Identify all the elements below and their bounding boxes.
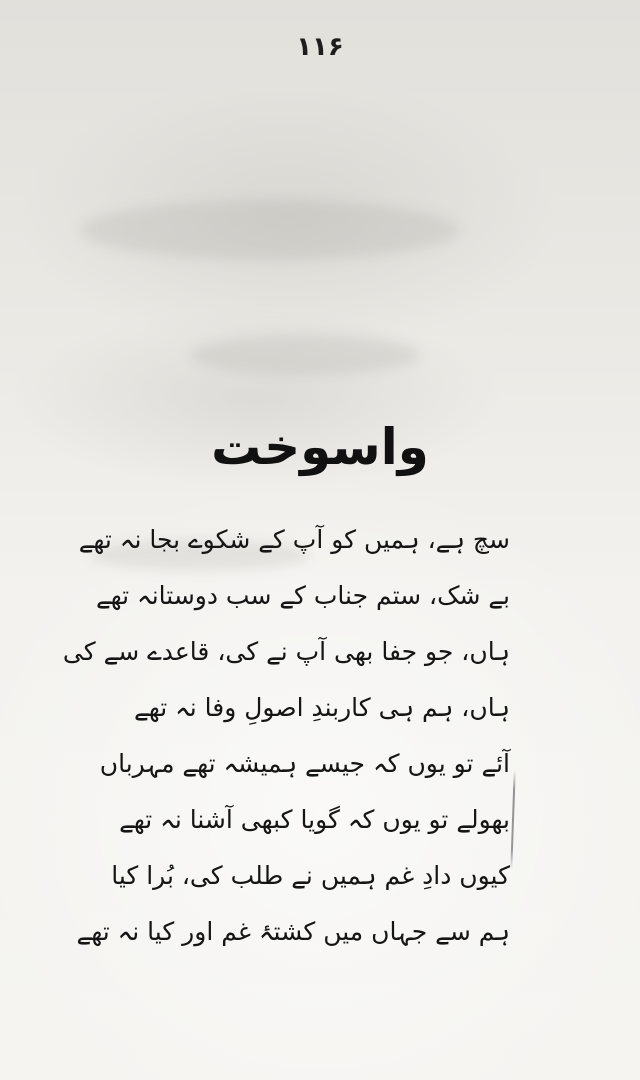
verse-line-8: ہم سے جہاں میں کشتۂ غم اور کیا نہ تھے — [76, 917, 510, 946]
poem-title: واسوخت — [211, 418, 429, 476]
verse-line-1: سچ ہے، ہمیں کو آپ کے شکوے بجا نہ تھے — [78, 525, 510, 554]
page-number: ۱۱۶ — [296, 32, 344, 62]
poem-verses — [62, 512, 510, 960]
verse-line-4: ہاں، ہم ہی کاربندِ اصولِ وفا نہ تھے — [134, 693, 510, 722]
verse-line-3: ہاں، جو جفا بھی آپ نے کی، قاعدے سے کی — [62, 637, 510, 666]
paper-stain — [190, 335, 420, 375]
paper-stain — [80, 200, 460, 260]
verse-line-2: بے شک، ستم جناب کے سب دوستانہ تھے — [95, 581, 510, 610]
pencil-margin-mark — [510, 770, 515, 870]
verse-line-6: بھولے تو یوں کہ گویا کبھی آشنا نہ تھے — [119, 805, 510, 834]
verse-line-5: آئے تو یوں کہ جیسے ہمیشہ تھے مہرباں — [99, 749, 510, 778]
verse-line-7: کیوں دادِ غم ہمیں نے طلب کی، بُرا کیا — [111, 861, 510, 890]
